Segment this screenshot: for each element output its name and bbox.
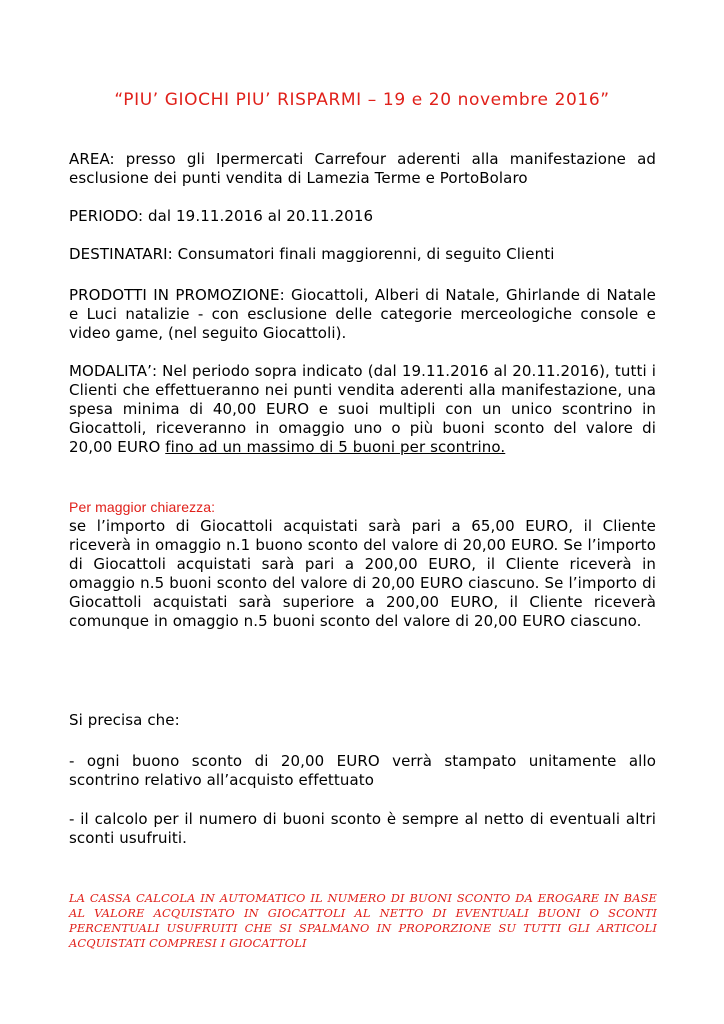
prodotti-paragraph: PRODOTTI IN PROMOZIONE: Giocattoli, Alberi di Natale, Ghirlande di Natale e Luci natalizie - con esclusione delle categorie merceologiche console e video game, (nel seguito Giocattoli). [69, 286, 656, 342]
modalita-text: MODALITA’: Nel periodo sopra indicato (dal 19.11.2016 al 20.11.2016), tutti i Clienti che effettueranno nei punti vendita aderenti alla manifestazione, una spesa minima di 40,00 EURO e suoi multipli con un unico scontrino in Giocattoli, riceveranno in omaggio uno o più buoni sconto del valore di 20,00 EURO [69, 362, 656, 456]
chiarezza-heading: Per maggior chiarezza: [69, 499, 216, 515]
modalita-limit-text: fino ad un massimo di 5 buoni per scontrino. [165, 438, 506, 456]
periodo-paragraph: PERIODO: dal 19.11.2016 al 20.11.2016 [69, 207, 374, 225]
promo-title: “PIU’ GIOCHI PIU’ RISPARMI – 19 e 20 novembre 2016” [114, 90, 610, 110]
cassa-footnote: LA CASSA CALCOLA IN AUTOMATICO IL NUMERO DI BUONI SCONTO DA EROGARE IN BASE AL VALORE ACQUISTATO IN GIOCATTOLI AL NETTO DI EVENTUALI BUONI O SCONTI PERCENTUALI USUFRUITI CHE SI SPALMANO IN PROPORZIONE SU TUTTI GLI ARTICOLI ACQUISTATI COMPRESI I GIOCATTOLI [69, 891, 657, 951]
precisa-heading: Si precisa che: [69, 711, 180, 729]
area-paragraph: AREA: presso gli Ipermercati Carrefour aderenti alla manifestazione ad esclusione dei punti vendita di Lamezia Terme e PortoBolaro [69, 150, 656, 187]
precisa-item-1: - ogni buono sconto di 20,00 EURO verrà stampato unitamente allo scontrino relativo all’acquisto effettuato [69, 752, 656, 789]
modalita-paragraph [69, 362, 656, 457]
destinatari-paragraph: DESTINATARI: Consumatori finali maggiorenni, di seguito Clienti [69, 245, 555, 263]
precisa-item-2: - il calcolo per il numero di buoni sconto è sempre al netto di eventuali altri sconti usufruiti. [69, 810, 656, 847]
chiarezza-paragraph: se l’importo di Giocattoli acquistati sarà pari a 65,00 EURO, il Cliente riceverà in omaggio n.1 buono sconto del valore di 20,00 EURO. Se l’importo di Giocattoli acquistati sarà pari a 200,00 EURO, il Cliente riceverà in omaggio n.5 buoni sconto del valore di 20,00 EURO ciascuno. Se l’importo di Giocattoli acquistati sarà superiore a 200,00 EURO, il Cliente riceverà comunque in omaggio n.5 buoni sconto del valore di 20,00 EURO ciascuno. [69, 517, 656, 630]
